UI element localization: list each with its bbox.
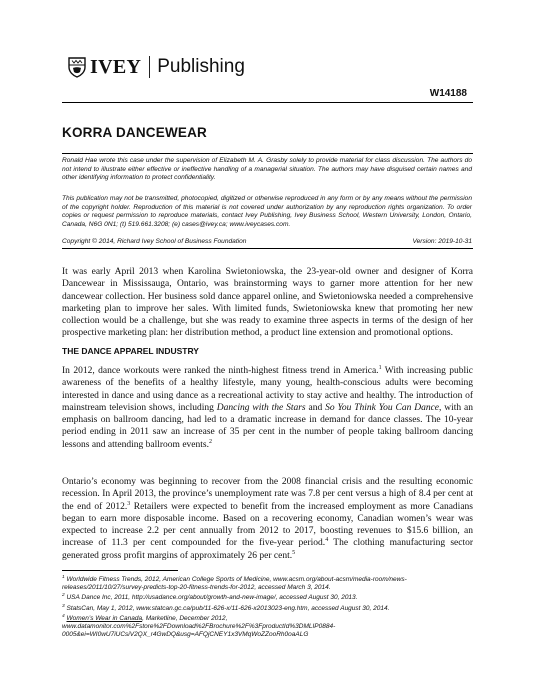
p1-text-c: , with an emphasis on ballroom dancing, had led to a dramatic increase in demand for dance classes. The 10-year period ending in 2011 saw an increase of 35 per cent in the number of people taking ballroom dancing lessons and attending ballroom events. (62, 402, 474, 450)
copyright-text: Copyright © 2014, Richard Ivey School of Business Foundation (62, 238, 247, 245)
ivey-publishing-logo (67, 54, 245, 80)
section-heading: THE DANCE APPAREL INDUSTRY (62, 346, 199, 356)
footnote-ref-3: 3 (127, 500, 131, 507)
p2-text-c: The clothing manufacturing sector generated gross profit margins of approximately 26 per cent. (62, 538, 473, 561)
version-text: Version: 2019-10-31 (412, 238, 472, 245)
header-rule (62, 102, 473, 103)
footnote-text: StatsCan, May 1, 2012, www.statcan.gc.ca/pub/11-626-x/11-626-x2013023-eng.htm, accessed August 30, 2014. (64, 604, 390, 612)
intro-paragraph: It was early April 2013 when Karolina Swietoniowska, the 23-year-old owner and designer of Korra Dancewear in Mississauga, Ontario, was brainstorming ways to garner more attention for her new dancewear collection. Her business sold dance apparel online, and Swietoniowska needed a comprehensive marketing plan to improve her sales. With limited funds, Swietoniowska knew that promoting her new collection would be a challenge, but she was ready to examine three aspects in terms of the design of her prospective marketing plan: her distribution method, a product line extension and promotional options. (62, 267, 473, 339)
p2-text-a: Ontario’s economy was beginning to recover from the 2008 financial crisis and the resulting economic recession. In April 2013, the province’s unemployment rate was 7.8 per cent versus a high of 8.4 per cent at the end of 2012. (62, 477, 473, 512)
footnote-text: USA Dance Inc, 2011, http://usadance.org/about/growth-and-new-image/, accessed August 30, 2013. (64, 594, 358, 602)
authorship-note: Ronald Hae wrote this case under the supervision of Elizabeth M. A. Grasby solely to provide material for class discussion. The authors do not intend to illustrate either effective or ineffective handling of a managerial situation. The authors may have disguised certain names and other identifying information to protect confidentiality. (62, 157, 472, 182)
footnote-number: 3 (62, 603, 65, 609)
industry-paragraph-1 (62, 365, 473, 451)
ivey-crest-icon (67, 56, 87, 78)
footnote-text: , Marketline, December 2012, www.datamonitor.com%2Fstore%2FDownload%2FBrochure%2F%3FproductId%3DMLIP0884-0005&ei=WI0wU7iUCsiV2QX_r4GwDQ&usg=AFQjCNEY1x3VMqWoZZooRh0oaALG (62, 615, 336, 639)
footnote-item (62, 603, 473, 613)
brand-name: IVEY (90, 55, 142, 78)
footnote-ref-2: 2 (208, 438, 212, 445)
publisher-name: Publishing (157, 56, 245, 77)
show-title-2: So You Think You Can Dance (325, 402, 440, 413)
footnote-ref-5: 5 (292, 549, 296, 556)
p1-text-a: In 2012, dance workouts were ranked the ninth-highest fitness trend in America. (62, 366, 379, 376)
footnote-source-title: Women’s Wear in Canada (66, 615, 143, 622)
footnote-rule (62, 570, 178, 571)
footnote-item (62, 574, 473, 592)
show-title-1: Dancing with the Stars (216, 402, 306, 413)
logo-divider (149, 56, 150, 78)
copyright-row (62, 238, 472, 245)
p1-and: and (305, 402, 326, 413)
permission-note: This publication may not be transmitted, photocopied, digitized or otherwise reproduced in any form or by any means without the permission of the copyright holder. Reproduction of this material is not covered under authorization by any reproduction rights organization. To order copies or request permission to reproduce materials, contact Ivey Publishing, Ivey Business School, Western University, London, Ontario, Canada, N6G 0N1; (t) 519.661.3208; (e) cases@ivey.ca; www.iveycases.com. (62, 195, 472, 229)
footnote-list (62, 574, 473, 639)
footnote-text: Worldwide Fitness Trends, 2012, American College Sports of Medicine, www.acsm.org/about-acsm/media-room/news-releases/2011/10/27/survey-predicts-top-20-fitness-trends-for-2012, accessed March 3, 2014. (62, 576, 407, 592)
title-rule (62, 153, 473, 154)
footnote-number: 2 (62, 593, 65, 599)
footnote-item (62, 613, 473, 639)
footnote-ref-4: 4 (325, 537, 329, 544)
notes-rule (62, 248, 473, 249)
footnote-number: 4 (62, 613, 65, 619)
p1-text-b: With increasing public awareness of the benefits of a healthy lifestyle, many young, health-conscious adults were becoming interested in dance and using dance as a recreational activity to stay active and healthy. The introduction of mainstream television shows, including (62, 366, 474, 413)
p2-text-b: Retailers were expected to benefit from the increased employment as more Canadians began to earn more disposable income. Based on a recovering economy, Canadian women’s wear was expected to increase 2.2 per cent annually from 2012 to 2017, boosting revenues to $15.6 billion, an increase of 11.3 per cent compounded for the five-year period. (62, 501, 473, 549)
case-title: KORRA DANCEWEAR (62, 125, 207, 140)
footnote-item (62, 592, 473, 602)
footnote-ref-1: 1 (378, 364, 382, 371)
industry-paragraph-2 (62, 476, 473, 562)
case-number: W14188 (429, 88, 467, 99)
footnote-number: 1 (62, 575, 65, 580)
